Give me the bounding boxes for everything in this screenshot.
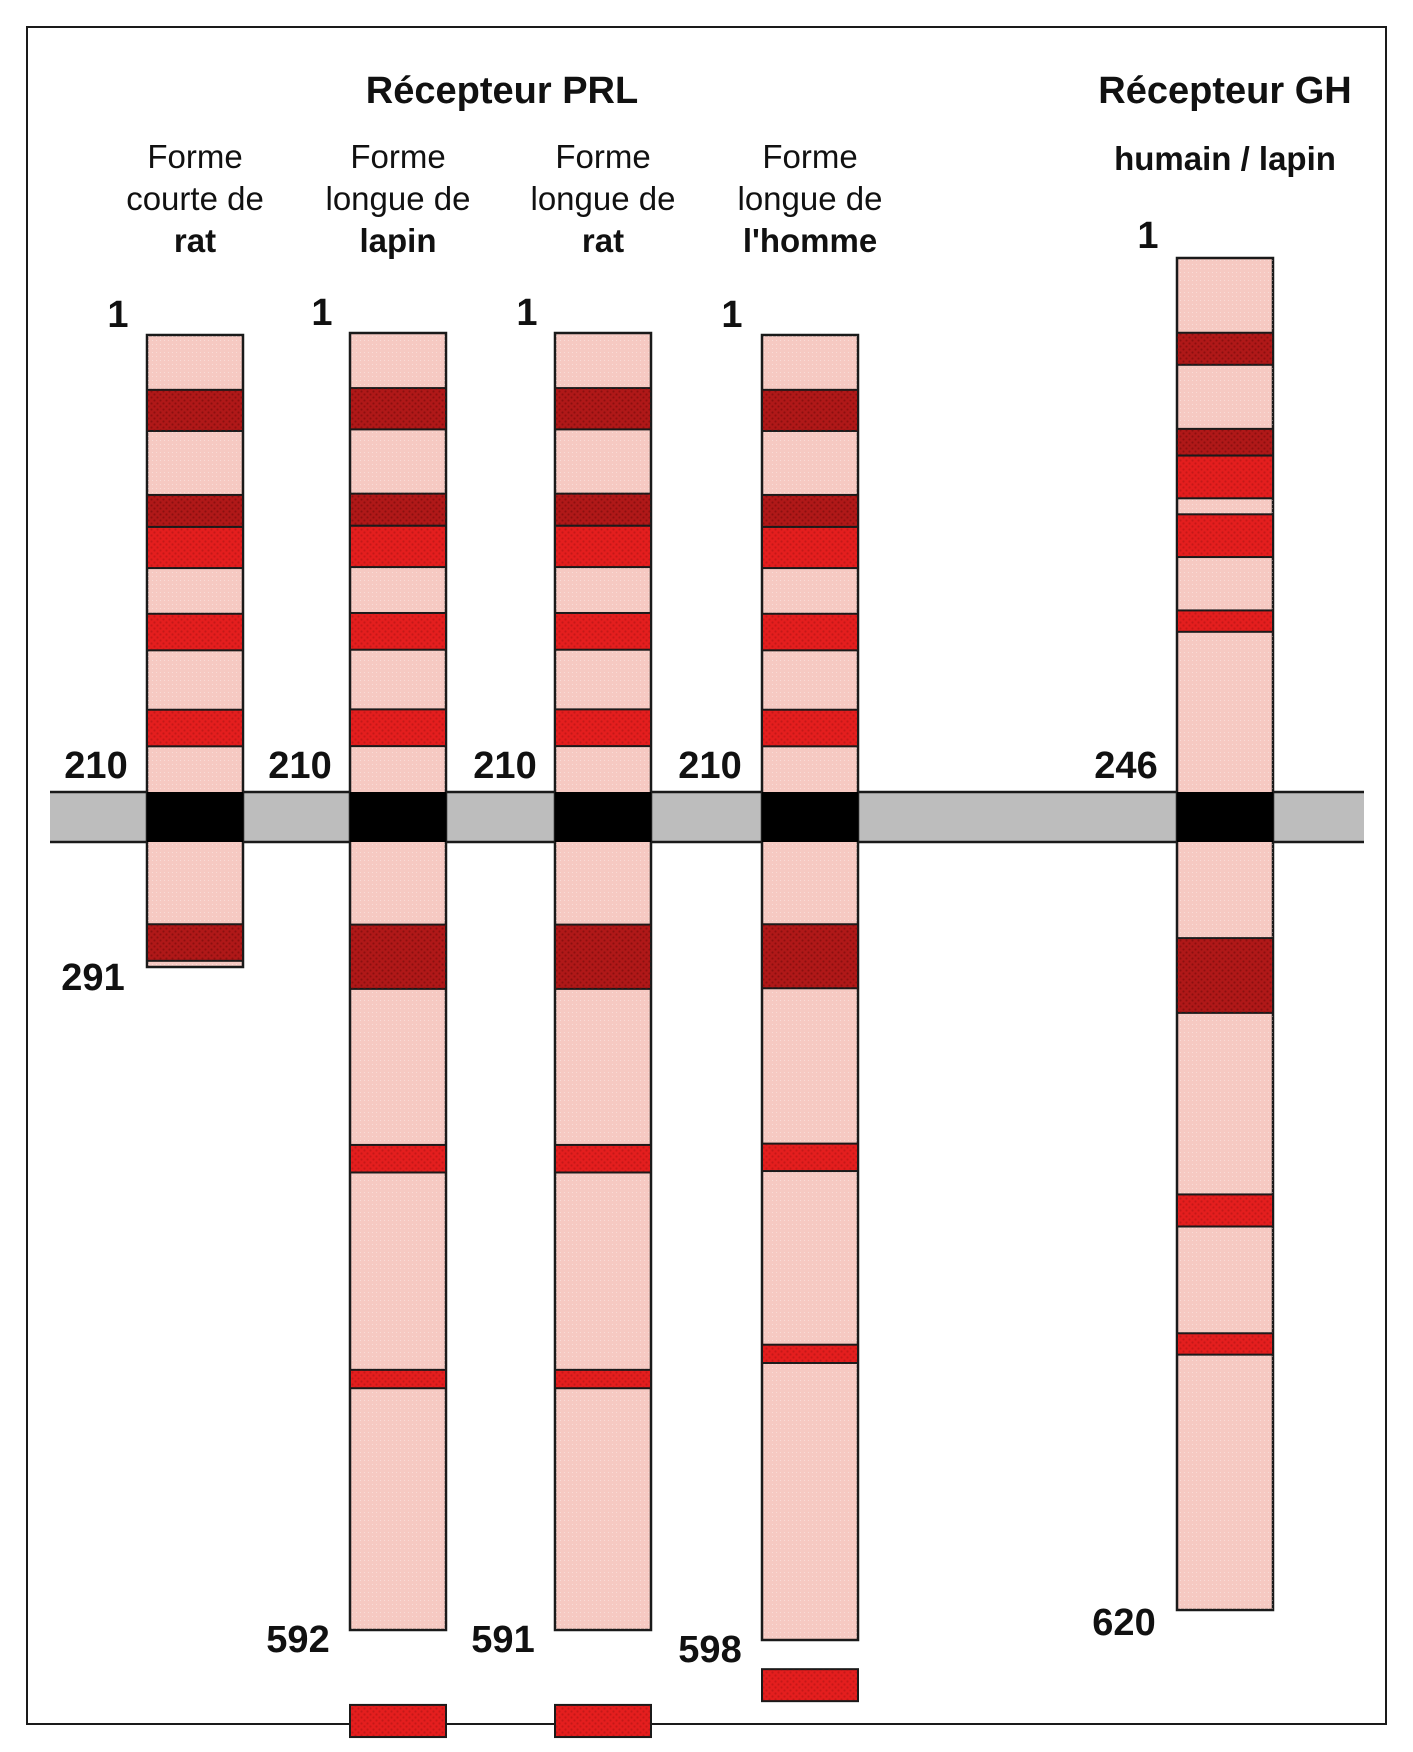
column-label-line: courte de xyxy=(126,180,264,217)
band-stipple xyxy=(555,1145,651,1173)
group-title-gh: Récepteur GH xyxy=(1098,70,1352,112)
column-label-line: Forme xyxy=(555,138,651,175)
end-residue-label: 598 xyxy=(678,1629,742,1671)
band-stipple xyxy=(1177,938,1273,1013)
band-stipple xyxy=(555,1705,651,1737)
band-stipple xyxy=(350,526,446,567)
transmembrane-residue-label: 246 xyxy=(1094,745,1158,787)
end-residue-label: 620 xyxy=(1092,1602,1156,1644)
transmembrane-residue-label: 210 xyxy=(268,745,332,787)
band-stipple xyxy=(350,388,446,429)
transmembrane-domain xyxy=(1177,792,1273,842)
receptor-column xyxy=(678,138,882,1701)
column-label-line: rat xyxy=(581,222,625,259)
column-label-line: Forme xyxy=(147,138,243,175)
transmembrane-domain xyxy=(762,792,858,842)
band-stipple xyxy=(1177,1194,1273,1226)
transmembrane-residue-label: 210 xyxy=(64,745,128,787)
start-residue-label: 1 xyxy=(311,292,333,334)
band-stipple xyxy=(147,390,243,431)
band-stipple xyxy=(1177,610,1273,631)
receptor-column xyxy=(471,138,675,1737)
band-stipple xyxy=(762,614,858,651)
band-stipple xyxy=(147,614,243,651)
receptor-column xyxy=(1092,140,1336,1752)
band-stipple xyxy=(555,709,651,746)
column-label-line: Forme xyxy=(762,138,858,175)
band-stipple xyxy=(147,710,243,747)
band-stipple xyxy=(147,527,243,568)
band-stipple xyxy=(1177,333,1273,365)
band-stipple xyxy=(350,1370,446,1388)
band-stipple xyxy=(1177,1333,1273,1354)
receptor-column xyxy=(61,138,264,999)
band-stipple xyxy=(147,924,243,961)
band-stipple xyxy=(762,1669,858,1701)
receptor-column xyxy=(266,138,470,1737)
transmembrane-domain xyxy=(147,792,243,842)
band-stipple xyxy=(555,494,651,526)
end-residue-label: 592 xyxy=(266,1619,330,1661)
band-stipple xyxy=(555,388,651,429)
end-residue-label: 291 xyxy=(61,957,125,999)
band-stipple xyxy=(762,1144,858,1171)
transmembrane-residue-label: 210 xyxy=(678,745,742,787)
start-residue-label: 1 xyxy=(721,294,743,336)
start-residue-label: 1 xyxy=(516,292,538,334)
start-residue-label: 1 xyxy=(107,294,129,336)
column-label-line: rat xyxy=(173,222,217,259)
transmembrane-domain xyxy=(555,792,651,842)
column-label-line: lapin xyxy=(359,222,437,259)
column-label-line: longue de xyxy=(530,180,676,217)
band-stipple xyxy=(1177,514,1273,557)
band-stipple xyxy=(762,527,858,568)
band-stipple xyxy=(762,1345,858,1363)
column-label-line: humain / lapin xyxy=(1114,140,1336,177)
band-stipple xyxy=(762,390,858,431)
band-stipple xyxy=(350,1705,446,1737)
band-stipple xyxy=(350,709,446,746)
band-stipple xyxy=(555,613,651,650)
cell-membrane xyxy=(50,792,1364,842)
band-stipple xyxy=(762,710,858,747)
column-label-line: longue de xyxy=(325,180,471,217)
band-stipple xyxy=(555,925,651,989)
band-stipple xyxy=(762,924,858,988)
column-label-line: l'homme xyxy=(742,222,878,259)
band-stipple xyxy=(555,526,651,567)
band-stipple xyxy=(555,1370,651,1388)
end-residue-label: 591 xyxy=(471,1619,535,1661)
membrane-band xyxy=(50,792,1364,842)
transmembrane-residue-label: 210 xyxy=(473,745,537,787)
band-stipple xyxy=(350,1145,446,1173)
band-stipple xyxy=(1177,429,1273,456)
column-label-line: Forme xyxy=(350,138,446,175)
band-stipple xyxy=(350,613,446,650)
start-residue-label: 1 xyxy=(1137,215,1159,257)
band-stipple xyxy=(1177,456,1273,499)
band-stipple xyxy=(762,495,858,527)
column-label-line: longue de xyxy=(737,180,883,217)
band-stipple xyxy=(350,925,446,989)
receptor-columns xyxy=(61,138,1336,1752)
group-title-prl: Récepteur PRL xyxy=(365,70,639,112)
band-stipple xyxy=(350,494,446,526)
band-stipple xyxy=(147,495,243,527)
transmembrane-domain xyxy=(350,792,446,842)
